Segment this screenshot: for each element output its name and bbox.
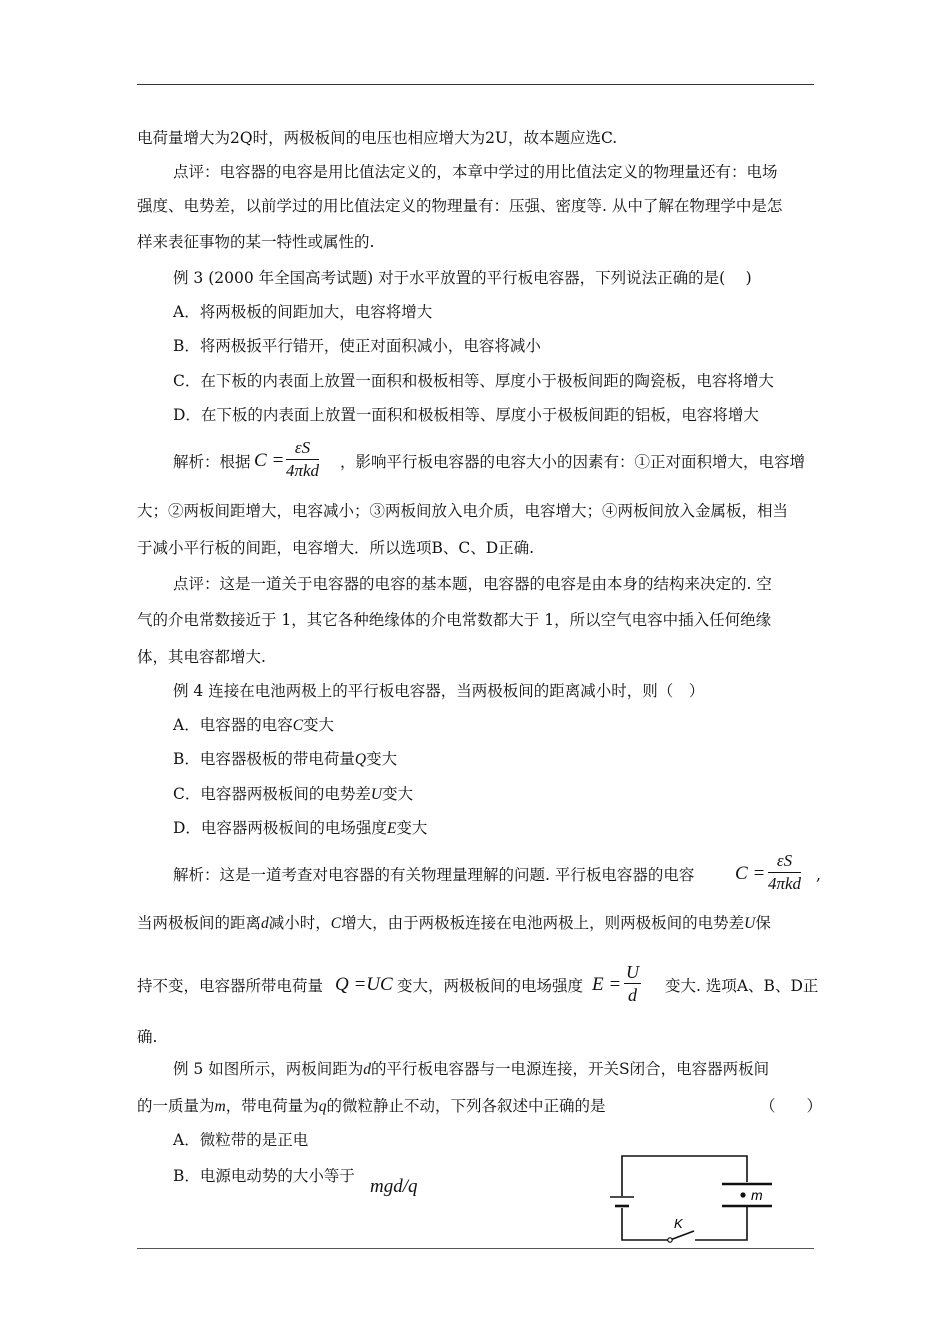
capacitance-fraction: εS 4πkd xyxy=(768,851,802,893)
formula-lhs: C = xyxy=(254,450,285,471)
option-a: A．将两极板的间距加大，电容将增大 xyxy=(173,303,433,321)
formula-lhs: C = xyxy=(735,863,766,884)
answer-paren: （ ） xyxy=(760,1097,823,1115)
option-a: A．电容器的电容C变大 xyxy=(173,716,335,734)
option-d: D．电容器两极板间的电场强度E变大 xyxy=(173,819,428,837)
example-3-title: 例 3 (2000 年全国高考试题) 对于水平放置的平行板电容器，下列说法正确的是( ) xyxy=(173,269,752,287)
analysis-line: 变大，两极板间的电场强度 xyxy=(397,977,584,995)
comment-line: 点评：电容器的电容是用比值法定义的，本章中学过的用比值法定义的物理量还有：电场 xyxy=(173,163,778,181)
wire-left-bottom xyxy=(622,1208,670,1240)
option-b: B．电容器极板的带电荷量Q变大 xyxy=(173,750,398,768)
wire-top xyxy=(622,1156,747,1196)
capacitance-fraction: εS 4πkd xyxy=(286,438,320,480)
mass-label: m xyxy=(751,1187,763,1203)
option-c: C．电容器两极板间的电势差U变大 xyxy=(173,785,414,803)
field-formula-lhs: E = xyxy=(592,974,622,995)
emf-formula: mgd/q xyxy=(370,1176,418,1197)
footer-rule xyxy=(137,1248,814,1249)
option-d: D．在下板的内表面上放置一面积和极板相等、厚度小于极板间距的铝板，电容将增大 xyxy=(173,406,759,424)
analysis-line: 当两极板间的距离d减小时，C增大，由于两极板连接在电池两极上，则两极板间的电势差U保 xyxy=(137,914,771,932)
comment-line: 点评：这是一道关于电容器的电容的基本题，电容器的电容是由本身的结构来决定的. 空 xyxy=(173,575,772,593)
example-5-line: 的一质量为m，带电荷量为q的微粒静止不动，下列各叙述中正确的是 xyxy=(137,1097,606,1115)
option-c: C．在下板的内表面上放置一面积和极板相等、厚度小于极板间距的陶瓷板，电容将增大 xyxy=(173,372,774,390)
example-4-title: 例 4 连接在电池两极上的平行板电容器，当两极板间的距离减小时，则（ ） xyxy=(173,682,705,700)
particle-dot xyxy=(740,1192,745,1197)
analysis-line: 大；②两板间距增大，电容减小；③两板间放入电介质，电容增大；④两板间放入金属板，相当 xyxy=(137,502,789,520)
comment-line: 体，其电容都增大. xyxy=(137,648,266,666)
analysis-line: 持不变，电容器所带电荷量 xyxy=(137,977,324,995)
example-5-title: 例 5 如图所示，两板间距为d的平行板电容器与一电源连接，开关S闭合，电容器两板间 xyxy=(173,1060,770,1078)
comma: , xyxy=(816,866,821,884)
analysis-line: 于减小平行板的间距，电容增大．所以选项B、C、D正确. xyxy=(137,539,535,557)
analysis-line: 确. xyxy=(137,1028,158,1046)
switch-pivot xyxy=(668,1238,672,1242)
analysis-line: 解析：这是一道考查对电容器的有关物理量理解的问题. 平行板电容器的电容 xyxy=(173,866,695,884)
circuit-diagram xyxy=(600,1148,780,1248)
option-a: A．微粒带的是正电 xyxy=(173,1131,309,1149)
switch-label: K xyxy=(674,1216,683,1231)
analysis-line: ，影响平行板电容器的电容大小的因素有：①正对面积增大，电容增 xyxy=(340,453,806,471)
charge-formula: Q =UC xyxy=(335,974,393,995)
analysis-line: 解析：根据 xyxy=(173,453,251,471)
option-b: B．电源电动势的大小等于 xyxy=(173,1167,355,1185)
header-rule xyxy=(137,84,814,85)
option-b: B．将两极扳平行错开，使正对面积减小，电容将减小 xyxy=(173,337,541,355)
text-line: 电荷量增大为2Q时，两极板间的电压也相应增大为2U，故本题应选C. xyxy=(137,129,618,147)
switch-blade xyxy=(670,1231,694,1240)
comment-line: 样来表征事物的某一特性或属性的. xyxy=(137,233,375,251)
comment-line: 气的介电常数接近于 1，其它各种绝缘体的介电常数都大于 1，所以空气电容中插入任何绝缘 xyxy=(137,611,772,629)
wire-right-bottom xyxy=(695,1206,747,1240)
comment-line: 强度、电势差，以前学过的用比值法定义的物理量有：压强、密度等. 从中了解在物理学中是怎 xyxy=(137,197,783,215)
analysis-line: 变大. 选项A、B、D正 xyxy=(665,977,819,995)
field-fraction: $\frac{U}{d}$ xyxy=(626,962,639,1005)
